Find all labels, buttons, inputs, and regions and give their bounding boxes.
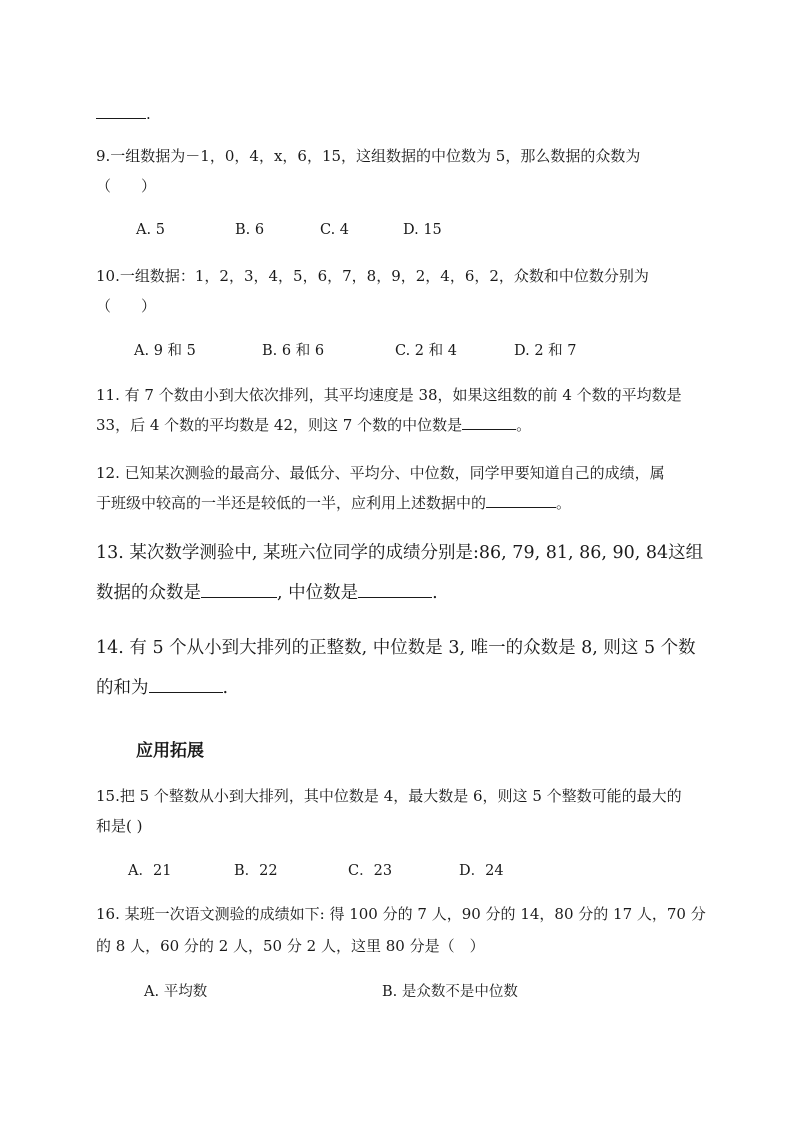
q15-text-line2: 和是( ) [96,817,143,835]
q9-text-line1: 9.一组数据为－1，0，4，x，6，15，这组数据的中位数为 5，那么数据的众数为 [96,147,641,165]
section-title: 应用拓展 [136,741,204,761]
q13-answer-blank-median[interactable] [358,583,432,598]
answer-blank [96,104,146,119]
q11-text-line1: 11. 有 7 个数由小到大依次排列，其平均速度是 38，如果这组数的前 4 个数的平均数是 [96,386,682,404]
q13-text-b: , 中位数是 [277,583,359,603]
q13-text-c: . [432,583,438,603]
q13-text-line2 [96,583,438,603]
q15-options [128,861,528,881]
q11-text-pre: 33，后 4 个数的平均数是 42，则这 7 个数的中位数是 [96,416,463,434]
q15-option-c[interactable]: C．23 [348,863,393,879]
q16-text-line2: 的 8 人，60 分的 2 人，50 分 2 人，这里 80 分是（ ） [96,937,485,955]
q13-answer-blank-mode[interactable] [201,583,277,598]
q9-option-d[interactable]: D. 15 [403,222,442,238]
q10-option-d[interactable]: D. 2 和 7 [514,343,577,359]
q16-options [144,982,564,1002]
q11-text-line2 [96,415,531,435]
q9-options [136,220,466,240]
carry-over-tail: . [146,105,151,123]
q12-text-post: 。 [556,494,572,512]
q12-text-pre: 于班级中较高的一半还是较低的一半，应利用上述数据中的 [96,494,487,512]
q16-option-b[interactable]: B. 是众数不是中位数 [382,984,518,1000]
q11-text-post: 。 [516,416,532,434]
carry-over-line [96,104,151,124]
q10-option-a[interactable]: A. 9 和 5 [134,343,196,359]
q12-text-line2 [96,493,571,513]
q15-option-b[interactable]: B．22 [234,863,278,879]
q14-answer-blank[interactable] [149,678,223,693]
q9-option-b[interactable]: B. 6 [235,222,265,238]
q16-text-line1: 16. 某班一次语文测验的成绩如下: 得 100 分的 7 人，90 分的 14，80 分的 17 人，70 分 [96,905,706,923]
q15-text-line1: 15.把 5 个整数从小到大排列，其中位数是 4，最大数是 6，则这 5 个整数可能的最大的 [96,787,682,805]
q10-option-b[interactable]: B. 6 和 6 [262,343,325,359]
q10-text-line2: （ ） [96,297,157,315]
q9-text-line2: （ ） [96,177,157,195]
q12-text-line1: 12. 已知某次测验的最高分、最低分、平均分、中位数，同学甲要知道自己的成绩，属 [96,464,665,482]
q14-text-line2 [96,678,228,698]
q16-option-a[interactable]: A. 平均数 [144,984,208,1000]
q9-option-c[interactable]: C. 4 [320,222,350,238]
q10-option-c[interactable]: C. 2 和 4 [395,343,457,359]
q13-text-line1: 13. 某次数学测验中, 某班六位同学的成绩分别是:86, 79, 81, 86, 90, 84这组 [96,543,704,563]
q14-text-a: 的和为 [96,678,149,698]
q15-option-d[interactable]: D．24 [459,863,504,879]
q13-text-a: 数据的众数是 [96,583,201,603]
q11-answer-blank[interactable] [462,415,516,430]
q10-options [134,341,594,361]
q9-option-a[interactable]: A. 5 [136,222,165,238]
q14-text-b: . [222,678,229,698]
q15-option-a[interactable]: A．21 [128,863,172,879]
q14-text-line1: 14. 有 5 个从小到大排列的正整数, 中位数是 3, 唯一的众数是 8, 则这 5 个数 [96,638,696,658]
q10-text-line1: 10.一组数据：1，2，3，4，5，6，7，8，9，2，4，6，2，众数和中位数分别为 [96,267,649,285]
q12-answer-blank[interactable] [486,493,556,508]
